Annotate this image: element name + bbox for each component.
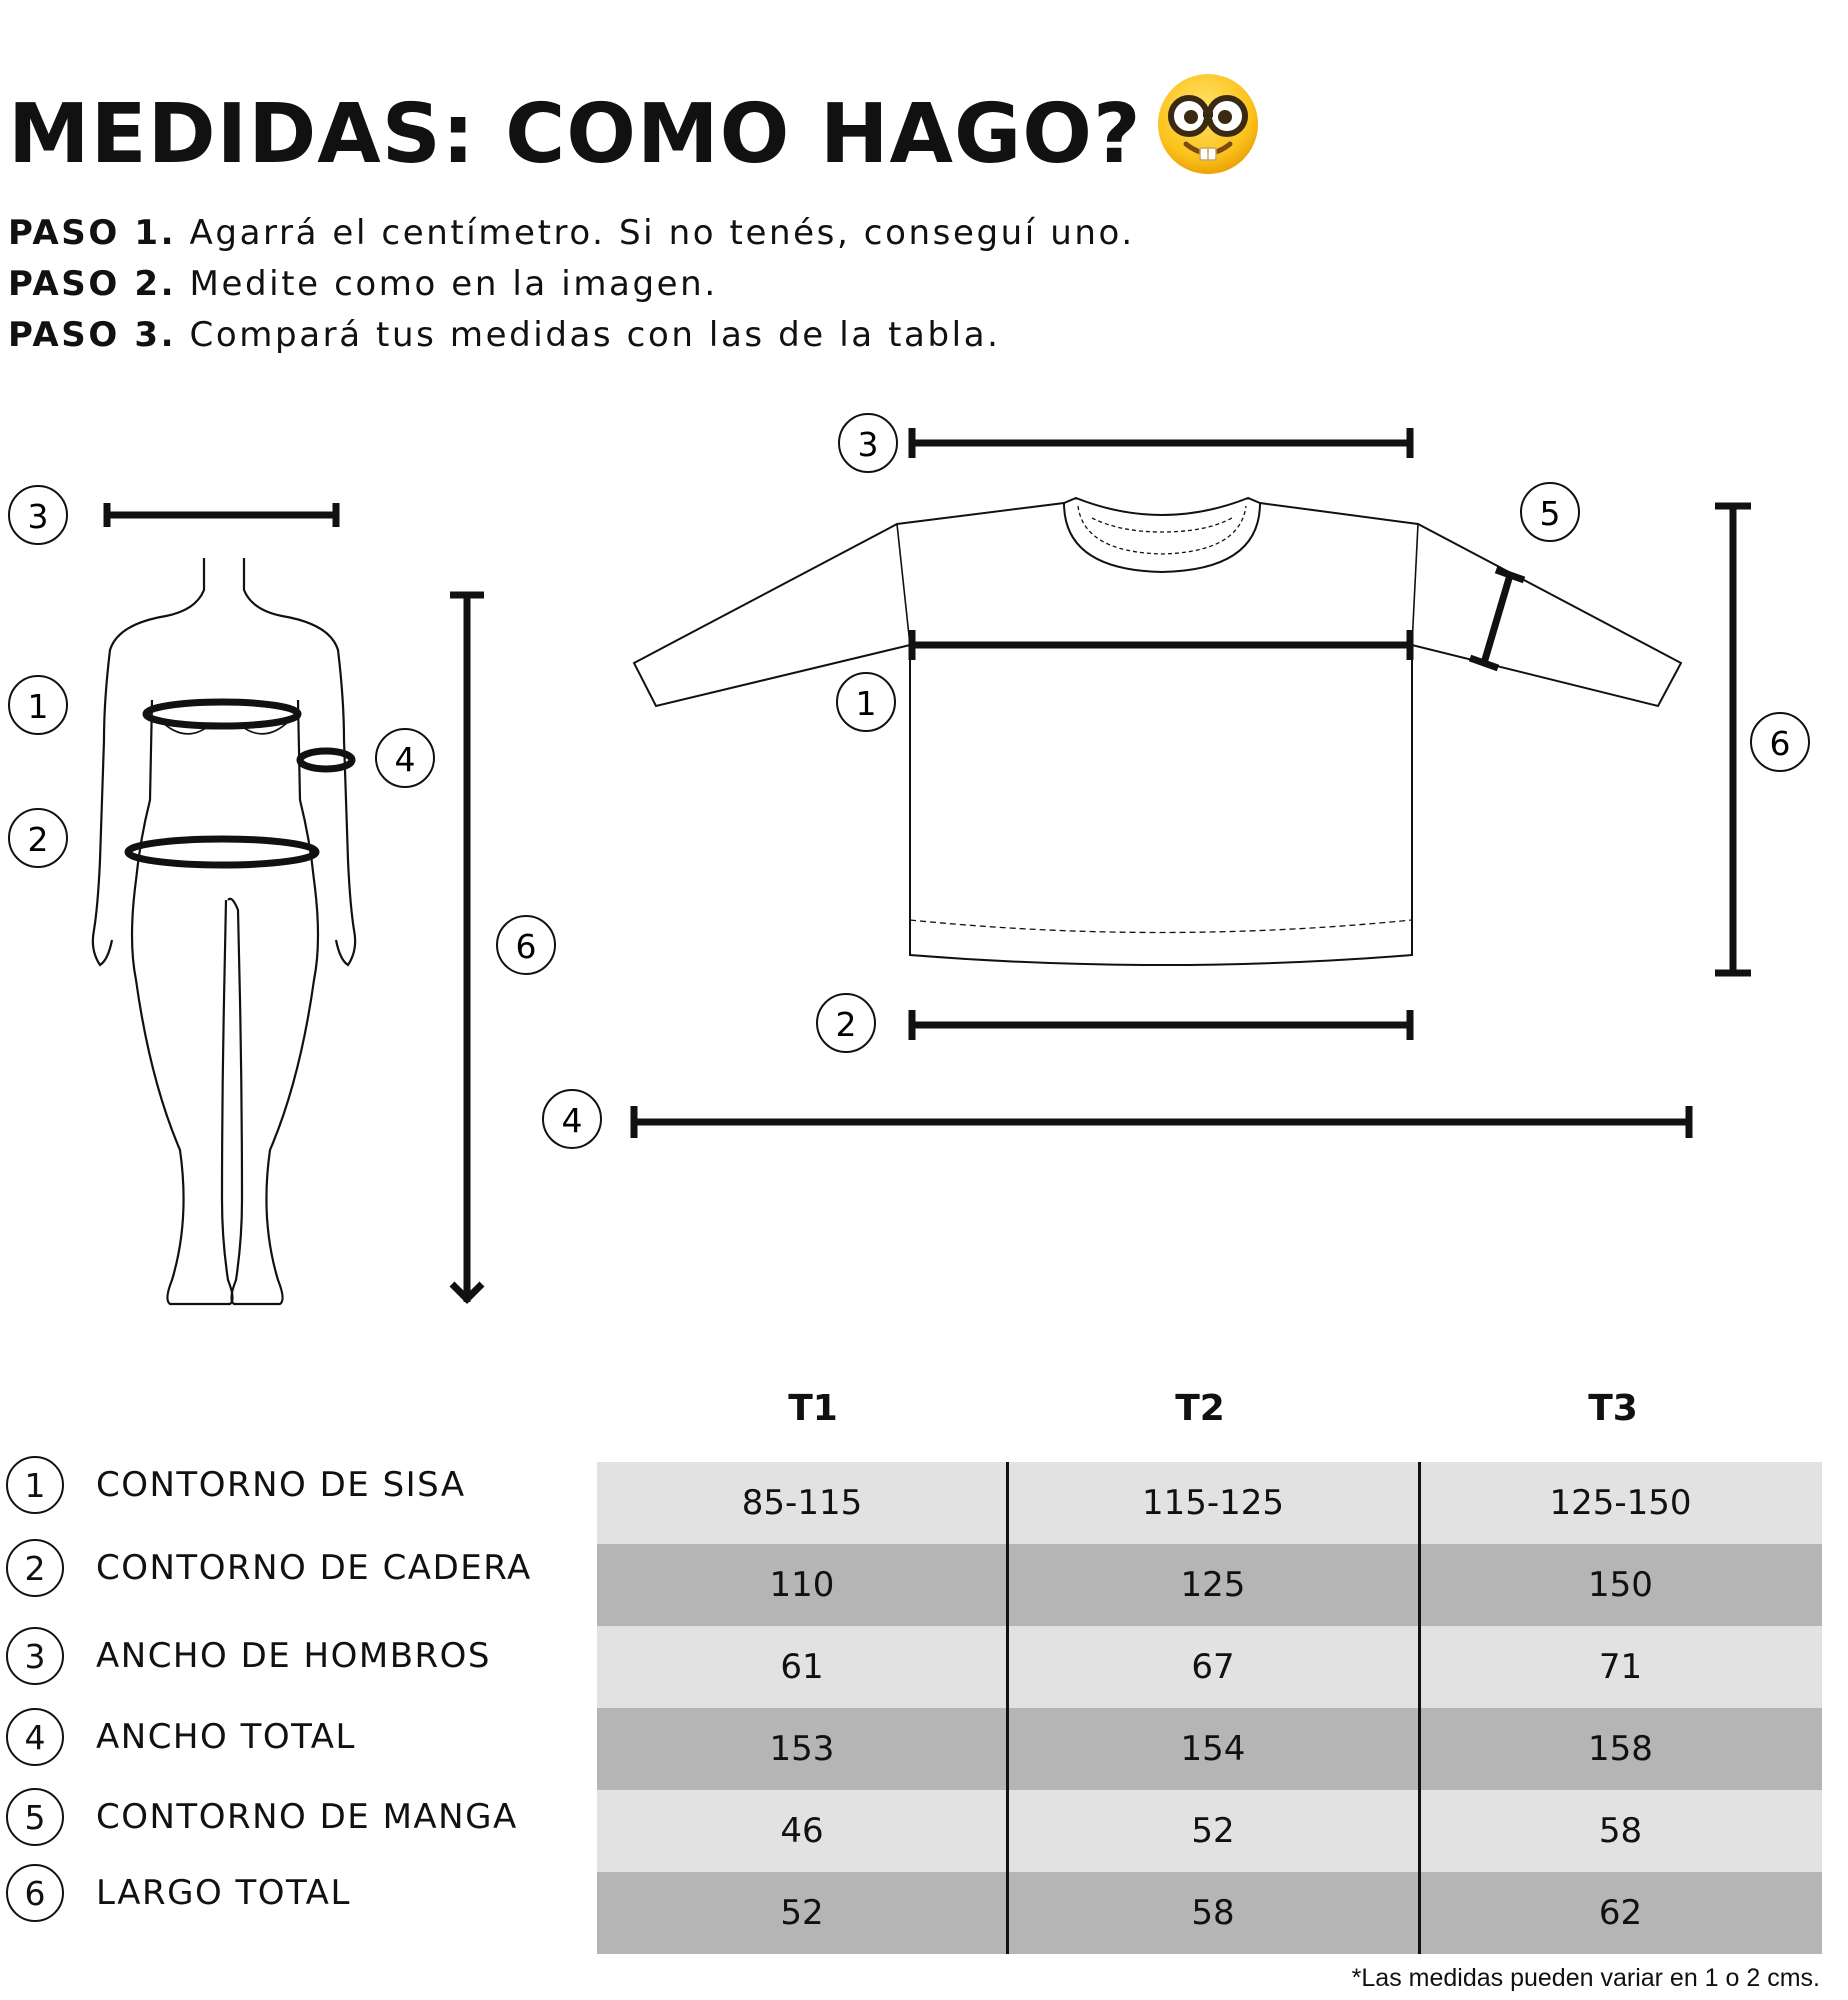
legend-row-3 — [6, 1621, 491, 1691]
step-2-label: PASO 2. — [8, 264, 177, 304]
body-marker-3 — [9, 486, 67, 544]
svg-text:6: 6 — [515, 927, 537, 966]
body-marker-2 — [9, 809, 67, 867]
garment-marker-5 — [1521, 483, 1579, 541]
legend-label-2: CONTORNO DE CADERA — [96, 1548, 532, 1588]
svg-text:4: 4 — [394, 740, 416, 779]
svg-text:1: 1 — [27, 687, 49, 726]
column-divider — [1006, 1462, 1009, 1954]
body-marker-1 — [9, 676, 67, 734]
table-cell: 58 — [1191, 1893, 1235, 1933]
legend-number-5: 5 — [6, 1788, 64, 1846]
table-cell: 52 — [780, 1893, 824, 1933]
body-figure — [93, 503, 484, 1304]
step-1-label: PASO 1. — [8, 213, 177, 253]
table-cell: 62 — [1598, 1893, 1643, 1933]
garment-marker-3 — [839, 414, 897, 472]
svg-text:3: 3 — [857, 425, 879, 464]
garment-figure — [634, 428, 1751, 1138]
legend-number-6: 6 — [6, 1864, 64, 1922]
garment-marker-1 — [837, 673, 895, 731]
table-cell: 110 — [769, 1565, 835, 1605]
table-cell: 67 — [1191, 1647, 1235, 1687]
legend-label-5: CONTORNO DE MANGA — [96, 1797, 518, 1837]
legend-row-1 — [6, 1450, 466, 1520]
table-cell: 153 — [769, 1729, 835, 1769]
table-cell: 125 — [1180, 1565, 1246, 1605]
legend-number-4: 4 — [6, 1708, 64, 1766]
size-table — [597, 1462, 1822, 1954]
svg-text:2: 2 — [27, 820, 49, 859]
table-row — [597, 1626, 1822, 1708]
size-header-t1: T1 — [788, 1388, 838, 1429]
size-header-t3: T3 — [1588, 1388, 1638, 1429]
legend-row-2 — [6, 1533, 532, 1603]
size-header-t2: T2 — [1175, 1388, 1225, 1429]
legend-row-6 — [6, 1858, 351, 1928]
legend-label-4: ANCHO TOTAL — [96, 1717, 356, 1757]
legend-number-2: 2 — [6, 1539, 64, 1597]
legend-label-3: ANCHO DE HOMBROS — [96, 1636, 491, 1676]
footnote: *Las medidas pueden variar en 1 o 2 cms. — [1351, 1964, 1820, 1992]
svg-text:4: 4 — [561, 1101, 583, 1140]
table-cell: 61 — [780, 1647, 824, 1687]
table-cell: 71 — [1598, 1647, 1643, 1687]
legend-row-5 — [6, 1782, 518, 1852]
garment-marker-6 — [1751, 713, 1809, 771]
svg-text:1: 1 — [855, 684, 877, 723]
table-cell: 154 — [1180, 1729, 1246, 1769]
table-cell: 125-150 — [1549, 1483, 1692, 1523]
step-1-text: Agarrá el centímetro. Si no tenés, conseguí uno. — [189, 213, 1135, 253]
legend-label-6: LARGO TOTAL — [96, 1873, 351, 1913]
table-row — [597, 1790, 1822, 1872]
legend-number-1: 1 — [6, 1456, 64, 1514]
table-cell: 158 — [1588, 1729, 1653, 1769]
legend-row-4 — [6, 1702, 356, 1772]
table-cell: 46 — [780, 1811, 824, 1851]
svg-text:5: 5 — [1539, 494, 1561, 533]
step-3-label: PASO 3. — [8, 315, 177, 355]
svg-text:2: 2 — [835, 1005, 857, 1044]
step-2-text: Medite como en la imagen. — [189, 264, 718, 304]
table-row — [597, 1708, 1822, 1790]
garment-marker-2 — [817, 994, 875, 1052]
table-cell: 115-125 — [1141, 1483, 1285, 1523]
svg-text:3: 3 — [27, 497, 49, 536]
table-cell: 52 — [1191, 1811, 1235, 1851]
column-divider — [1418, 1462, 1421, 1954]
svg-text:6: 6 — [1769, 724, 1791, 763]
table-cell: 85-115 — [741, 1483, 863, 1523]
table-cell: 150 — [1588, 1565, 1653, 1605]
garment-marker-4 — [543, 1090, 601, 1148]
table-row — [597, 1544, 1822, 1626]
table-row — [597, 1462, 1822, 1544]
page-title-text: MEDIDAS: COMO HAGO? — [8, 87, 1142, 182]
legend-label-1: CONTORNO DE SISA — [96, 1465, 466, 1505]
table-cell: 58 — [1598, 1811, 1643, 1851]
body-marker-4 — [376, 729, 434, 787]
table-row — [597, 1872, 1822, 1954]
legend-number-3: 3 — [6, 1627, 64, 1685]
body-marker-6 — [497, 916, 555, 974]
step-3-text: Compará tus medidas con las de la tabla. — [189, 315, 1001, 355]
